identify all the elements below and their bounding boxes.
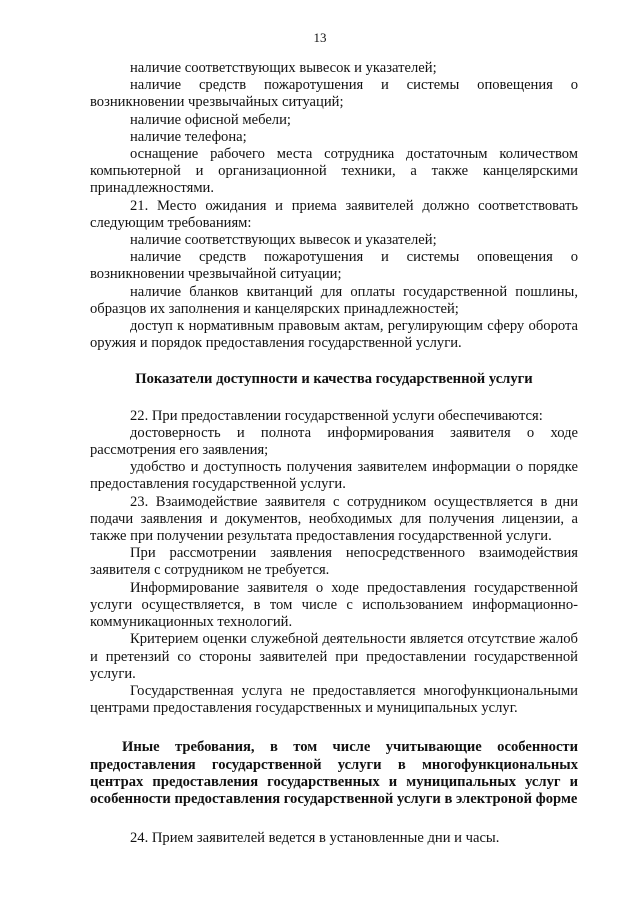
paragraph: наличие телефона; bbox=[130, 128, 247, 145]
paragraph: Информирование заявителя о ходе предоставления государственной услуги осуществляется, в том числе с использованием информационно-коммуникационных технологий. bbox=[90, 579, 578, 631]
paragraph: 22. При предоставлении государственной услуги обеспечиваются: bbox=[130, 407, 543, 424]
section-heading: Иные требования, в том числе учитывающие особенности предоставления государственной услуги в многофункциональных центрах предоставления государственных и муниципальных услуг и особенности предоставления государственной услуги в электроной форме bbox=[90, 739, 578, 807]
spacer bbox=[90, 808, 578, 830]
spacer bbox=[90, 717, 578, 739]
paragraph: При рассмотрении заявления непосредственного взаимодействия заявителя с сотрудником не требуется. bbox=[90, 545, 578, 579]
spacer bbox=[90, 389, 578, 408]
paragraph: достоверность и полнота информирования заявителя о ходе рассмотрения его заявления; bbox=[90, 424, 578, 459]
spacer bbox=[90, 352, 578, 371]
document-body bbox=[90, 60, 578, 847]
paragraph: наличие средств пожаротушения и системы оповещения о возникновении чрезвычайных ситуаций; bbox=[90, 77, 578, 111]
paragraph: наличие соответствующих вывесок и указателей; bbox=[130, 60, 437, 76]
paragraph: доступ к нормативным правовым актам, регулирующим сферу оборота оружия и порядок предоставления государственной услуги. bbox=[90, 318, 578, 352]
paragraph: оснащение рабочего места сотрудника достаточным количеством компьютерной и организационной техники, а также канцелярскими принадлежностями. bbox=[90, 146, 578, 197]
paragraph: 24. Прием заявителей ведется в установленные дни и часы. bbox=[130, 830, 500, 847]
paragraph: наличие соответствующих вывесок и указателей; bbox=[130, 232, 437, 249]
paragraph: наличие средств пожаротушения и системы оповещения о возникновении чрезвычайной ситуации; bbox=[90, 249, 578, 283]
page-number: 13 bbox=[313, 30, 327, 45]
paragraph: удобство и доступность получения заявителем информации о порядке предоставления государственной услуги. bbox=[90, 459, 578, 493]
paragraph: наличие офисной мебели; bbox=[130, 111, 291, 128]
paragraph: наличие бланков квитанций для оплаты государственной пошлины, образцов их заполнения и канцелярских принадлежностей; bbox=[90, 283, 578, 317]
section-heading: Показатели доступности и качества государственной услуги bbox=[135, 371, 533, 388]
paragraph: Государственная услуга не предоставляется многофункциональными центрами предоставления государственных и муниципальных услуг. bbox=[90, 682, 578, 717]
paragraph: 23. Взаимодействие заявителя с сотрудником осуществляется в дни подачи заявления и документов, необходимых для получения лицензии, а также при получении результата предоставления государственной услуги. bbox=[90, 493, 578, 545]
paragraph: Критерием оценки служебной деятельности является отсутствие жалоб и претензий со стороны заявителей при предоставлении государственной услуги. bbox=[90, 631, 578, 682]
paragraph: 21. Место ожидания и приема заявителей должно соответствовать следующим требованиям: bbox=[90, 197, 578, 231]
